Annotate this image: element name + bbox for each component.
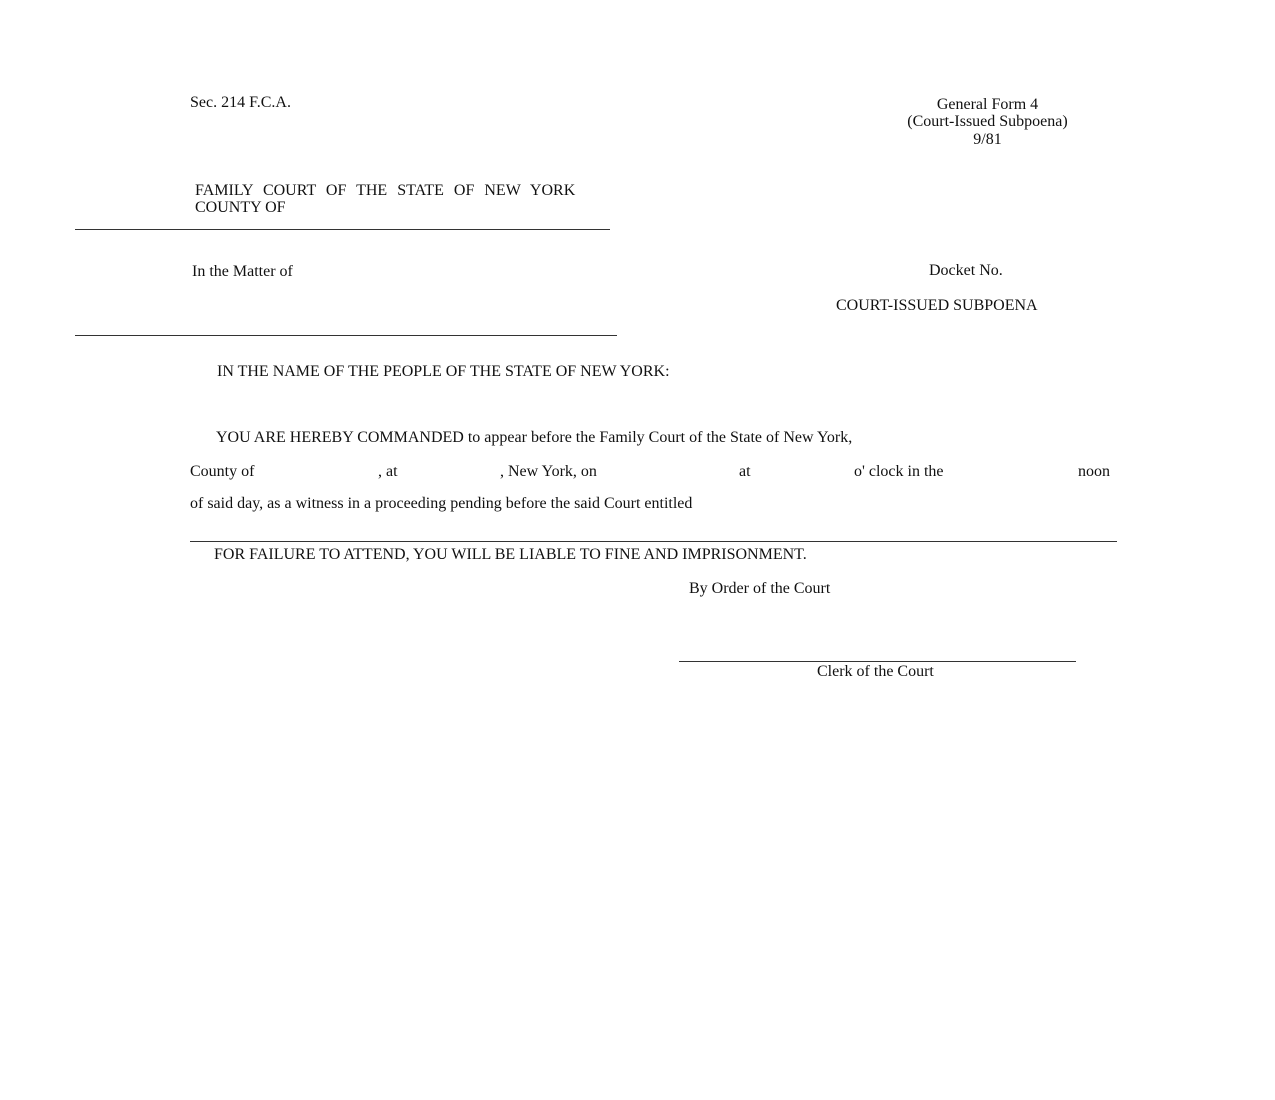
command-text: YOU ARE HEREBY COMMANDED to appear before the Family Court of the State of New York, <box>216 429 853 446</box>
clerk-signature-line <box>679 661 1076 662</box>
witness-text: of said day, as a witness in a proceeding pending before the said Court entitled <box>190 495 693 512</box>
by-order-of-court: By Order of the Court <box>689 580 831 597</box>
at-time-text: at <box>739 463 751 480</box>
proceeding-title-rule <box>190 541 1117 542</box>
form-name: General Form 4 <box>936 96 1039 113</box>
people-heading: IN THE NAME OF THE PEOPLE OF THE STATE OF NEW YORK: <box>217 363 670 380</box>
at-text: , at <box>378 463 398 480</box>
county-of-text: County of <box>190 463 255 480</box>
document-title: COURT-ISSUED SUBPOENA <box>836 297 1038 314</box>
noon-text: noon <box>1078 463 1110 480</box>
section-reference: Sec. 214 F.C.A. <box>190 94 291 111</box>
new-york-on-text: , New York, on <box>500 463 597 480</box>
form-subtitle: (Court-Issued Subpoena) <box>907 113 1068 130</box>
oclock-text: o' clock in the <box>854 463 944 480</box>
in-the-matter-of: In the Matter of <box>192 263 293 280</box>
caption-top-rule <box>75 229 610 230</box>
caption-bottom-rule <box>75 335 617 336</box>
docket-number-label: Docket No. <box>929 262 1003 279</box>
county-label: COUNTY OF <box>195 199 286 216</box>
failure-warning: FOR FAILURE TO ATTEND, YOU WILL BE LIABLE TO FINE AND IMPRISONMENT. <box>214 546 807 563</box>
court-name: FAMILY COURT OF THE STATE OF NEW YORK <box>195 182 576 199</box>
form-date: 9/81 <box>973 131 1002 148</box>
clerk-of-court-label: Clerk of the Court <box>817 663 934 680</box>
